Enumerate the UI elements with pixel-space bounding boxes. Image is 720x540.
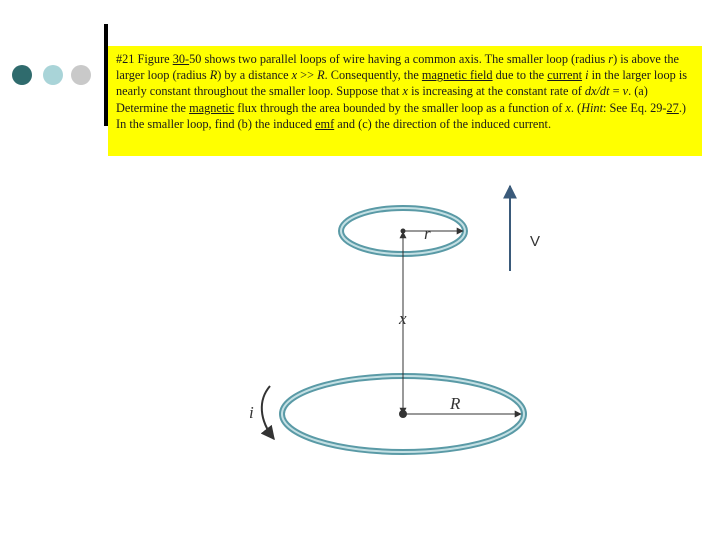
text-segment: . (a) Determine the [116,84,648,115]
var-R: R [209,68,218,83]
text-segment: = [609,84,623,99]
hint-label: Hint [581,100,603,115]
text-segment: ) by a distance [217,68,292,83]
small-loop-center [401,229,406,234]
magnetic-link[interactable]: magnetic [189,100,235,115]
current-direction-arrow [262,386,274,439]
var-dxdt: dx/dt [584,84,610,99]
text-segment: . Consequently, the [324,68,422,83]
text-segment: in the larger loop is nearly constant throughout the smaller loop. Suppose that [116,68,688,99]
label-x: x [399,309,407,328]
text-segment: : See Eq. 29- [603,100,667,115]
current-link[interactable]: current [547,68,583,83]
var-R: R [317,68,325,83]
var-x: x [291,68,298,83]
equation-reference: 27 [666,100,679,115]
text-segment: 50 shows two parallel loops of wire having a common axis. The smaller loop (radius [189,52,609,66]
label-i: i [249,403,254,422]
text-segment: #21 Figure [116,52,173,66]
var-x: x [402,84,409,99]
label-r: r [424,224,431,243]
emf-link[interactable]: emf [315,116,335,131]
var-i: i [585,68,589,83]
figure-reference: 30- [172,52,190,66]
label-v: V [530,233,541,250]
text-segment: >> [297,68,318,83]
magnetic-field-link[interactable]: magnetic field [421,68,493,83]
label-R: R [450,394,461,413]
text-segment: .) In the smaller loop, find (b) the induced [116,100,686,131]
text-segment: and (c) the direction of the induced current. [334,116,552,131]
var-r: r [608,52,614,66]
text-segment: . ( [570,100,582,115]
text-segment: is increasing at the constant rate of [408,84,585,99]
large-loop-center [399,410,407,418]
var-v: v [622,84,629,99]
var-x: x [565,100,571,115]
text-segment: flux through the area bounded by the smaller loop as a function of [234,100,566,115]
text-segment: ) is above the larger loop (radius [116,52,679,83]
text-segment: due to the [492,68,548,83]
